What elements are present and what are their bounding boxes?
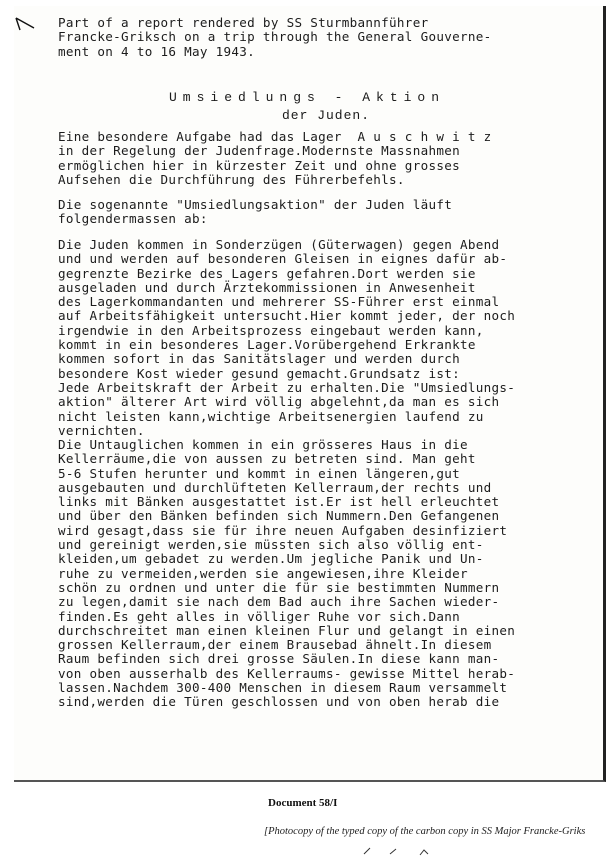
- handwritten-mark-icon: [360, 846, 480, 856]
- paragraph-4: [58, 438, 515, 710]
- text-line: grossen Kellerraum,der einem Brausebad ähnelt.In diesem: [58, 637, 492, 653]
- text-line: Die Untauglichen kommen in ein grösseres Haus in die: [58, 437, 468, 452]
- header-line: Part of a report rendered by SS Sturmbannführer: [58, 15, 429, 30]
- text-line: ausgeladen und durch Ärztekommissionen in Anwesenheit: [58, 279, 476, 295]
- typed-page: [14, 6, 606, 782]
- text-line: vernichten.: [58, 422, 145, 438]
- text-line: schön zu ordnen und unter die für sie bestimmten Nummern: [58, 579, 500, 595]
- text-line: kommt in ein besonderes Lager.Vorübergehend Erkrankte: [58, 337, 476, 353]
- report-header: [58, 16, 492, 59]
- paragraph-1: [58, 130, 492, 187]
- header-line: Francke-Griksch on a trip through the General Gouverne-: [58, 29, 492, 45]
- text-line: irgendwie in den Arbeitsprozess eingebaut werden kann,: [58, 322, 484, 338]
- text-line: Eine besondere Aufgabe had das Lager A u s c h w i t z: [58, 129, 492, 144]
- text-line: auf Arbeitsfähigkeit untersucht.Hier kommt jeder, der noch: [58, 308, 516, 324]
- text-line: und gereinigt werden,sie müssten sich also völlig ent-: [58, 537, 484, 553]
- header-line: ment on 4 to 16 May 1943.: [58, 43, 256, 59]
- text-line: lassen.Nachdem 300-400 Menschen in diesem Raum versammelt: [58, 680, 508, 696]
- text-line: des Lagerkommandanten und mehrerer SS-Führer erst einmal: [58, 294, 500, 310]
- text-line: 5-6 Stufen herunter und kommt in einen längeren,gut: [58, 465, 460, 481]
- text-line: in der Regelung der Judenfrage.Modernste Massnahmen: [58, 143, 460, 159]
- text-line: ausgebauten und durchlüfteten Kellerraum,der rechts und: [58, 479, 492, 495]
- text-line: Raum befinden sich drei grosse Säulen.In diese kann man-: [58, 651, 500, 667]
- text-line: aktion" älterer Art wird völlig abgelehnt,da man es sich: [58, 394, 500, 410]
- document-caption: Document 58/I: [268, 797, 338, 809]
- text-line: Die Juden kommen in Sonderzügen (Güterwagen) gegen Abend: [58, 237, 500, 252]
- text-line: und über den Bänken befinden sich Nummern.Den Gefangenen: [58, 508, 500, 524]
- text-line: Jede Arbeitskraft der Arbeit zu erhalten.Die "Umsiedlungs-: [58, 379, 516, 395]
- text-line: links mit Bänken ausgestattet ist.Er ist hell erleuchtet: [58, 494, 500, 510]
- corner-mark-icon: [14, 16, 38, 36]
- document-subtitle: der Juden.: [282, 108, 371, 123]
- text-line: Kellerräume,die von aussen zu betreten sind. Man geht: [58, 451, 476, 467]
- document-title: Umsiedlungs - Aktion: [169, 90, 446, 105]
- text-line: finden.Es geht alles in völliger Ruhe vor sich.Dann: [58, 608, 460, 624]
- text-line: nicht leisten kann,wichtige Arbeitsenergien laufend zu: [58, 408, 484, 424]
- text-line: von oben ausserhalb des Kellerraums- gewisse Mittel herab-: [58, 665, 516, 681]
- text-line: und und werden auf besonderen Gleisen in eignes dafür ab-: [58, 251, 508, 267]
- text-line: kommen sofort in das Sanitätslager und werden durch: [58, 351, 460, 367]
- text-line: Die sogenannte "Umsiedlungsaktion" der Juden läuft: [58, 197, 453, 212]
- text-line: zu legen,damit sie nach dem Bad auch ihre Sachen wieder-: [58, 594, 500, 610]
- text-line: sind,werden die Türen geschlossen und von oben herab die: [58, 694, 500, 710]
- text-line: kleiden,um gebadet zu werden.Um jegliche Panik und Un-: [58, 551, 484, 567]
- text-line: ermöglichen hier in kürzester Zeit und ohne grosses: [58, 157, 460, 173]
- text-line: gegrenzte Bezirke des Lagers gefahren.Dort werden sie: [58, 265, 476, 281]
- text-line: folgendermassen ab:: [58, 211, 208, 227]
- text-line: ruhe zu vermeiden,werden sie angewiesen,ihre Kleider: [58, 565, 468, 581]
- text-line: wird gesagt,dass sie für ihre neuen Aufgaben desinfiziert: [58, 522, 508, 538]
- text-line: durchschreitet man einen kleinen Flur und gelangt in einen: [58, 622, 516, 638]
- paragraph-2: [58, 198, 452, 227]
- paragraph-3: [58, 238, 515, 438]
- text-line: Aufsehen die Durchführung des Führerbefehls.: [58, 171, 405, 187]
- photocopy-note: [Photocopy of the typed copy of the carbon copy in SS Major Francke-Griks: [264, 826, 586, 837]
- text-line: besondere Kost wieder gesund gemacht.Grundsatz ist:: [58, 365, 460, 381]
